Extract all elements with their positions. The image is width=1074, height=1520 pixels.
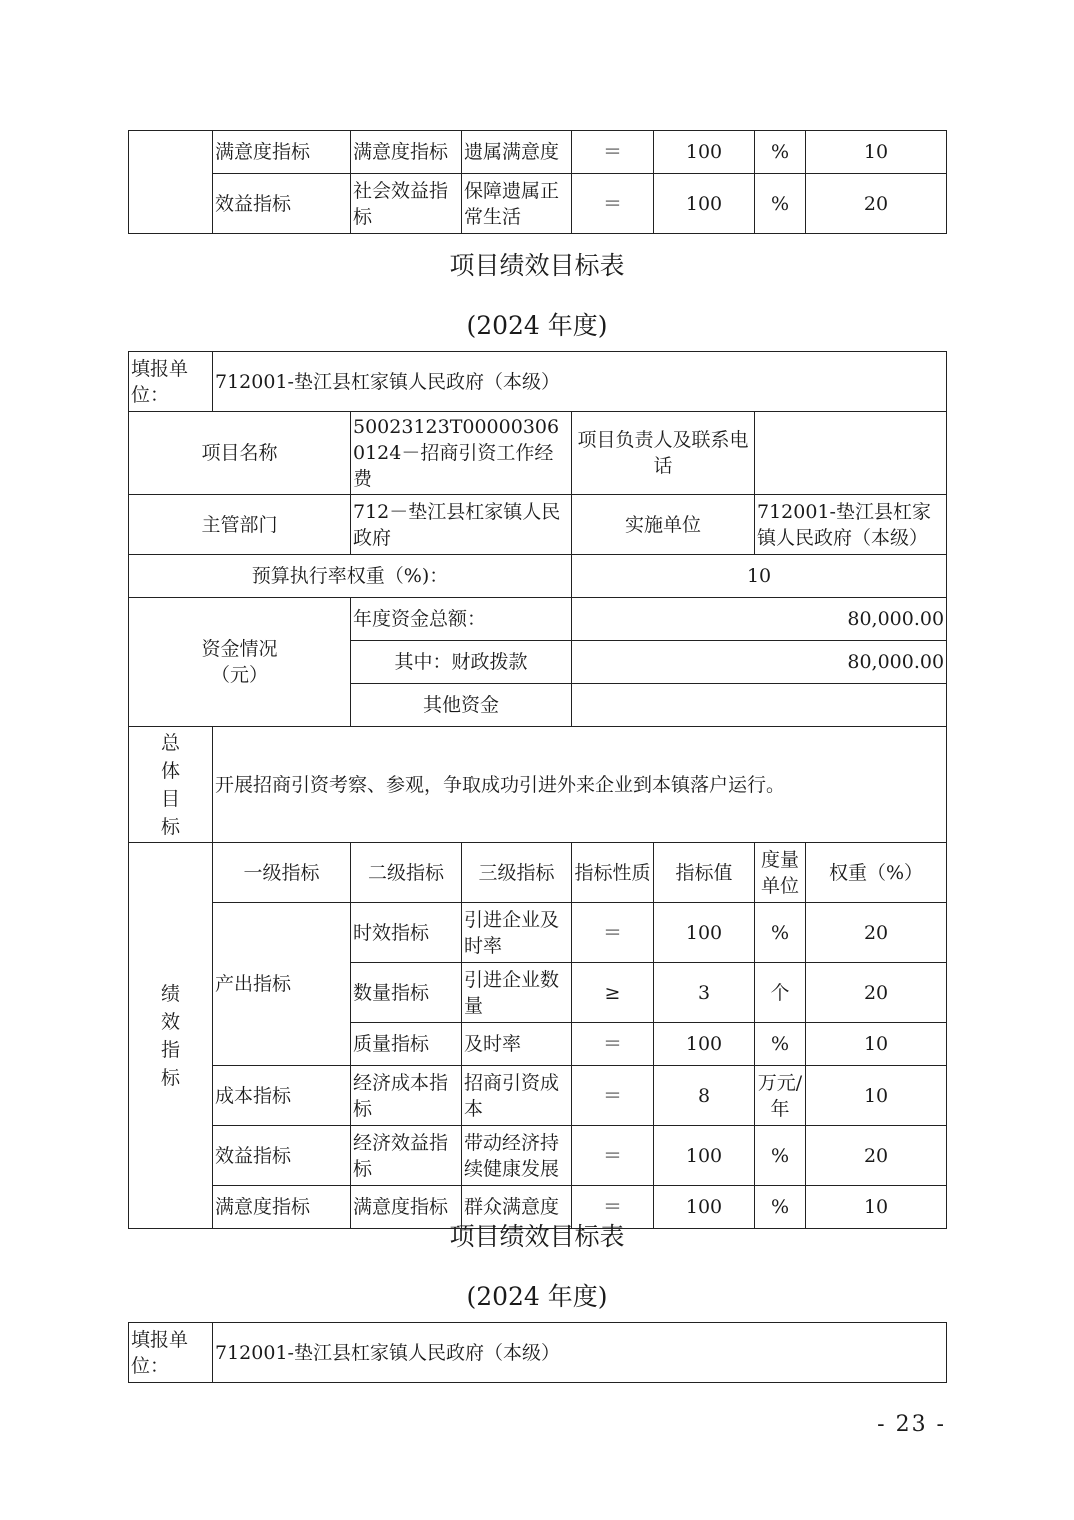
weight-cell: 10 [806, 1066, 947, 1126]
dept-value: 712－垫江县杠家镇人民政府 [351, 495, 572, 555]
header-level3: 三级指标 [462, 843, 572, 903]
budget-weight-value: 10 [572, 555, 947, 598]
table-title-2: 项目绩效目标表 [449, 1222, 625, 1251]
level2-cell: 数量指标 [351, 963, 462, 1023]
header-level1: 一级指标 [213, 843, 351, 903]
nature-cell: ＝ [572, 903, 654, 963]
value-cell: 8 [654, 1066, 755, 1126]
group-cost: 成本指标 [213, 1066, 351, 1126]
unit-value: 712001-垫江县杠家镇人民政府（本级） [213, 1323, 947, 1383]
nature-cell: ＝ [572, 1186, 654, 1229]
table-year-2: (2024 年度) [466, 1282, 608, 1311]
level1-cell: 满意度指标 [213, 131, 351, 174]
unit-cell: % [755, 131, 806, 174]
nature-cell: ＝ [572, 1066, 654, 1126]
level3-cell: 保障遗属正常生活 [462, 174, 572, 234]
nature-cell: ＝ [572, 131, 654, 174]
impl-value: 712001-垫江县杠家镇人民政府（本级） [755, 495, 947, 555]
goal-label: 总体目标 [129, 727, 213, 843]
header-nature: 指标性质 [572, 843, 654, 903]
unit-cell: 个 [755, 963, 806, 1023]
unit-cell: % [755, 1186, 806, 1229]
project-name-label: 项目名称 [129, 412, 351, 495]
level2-cell: 经济效益指标 [351, 1126, 462, 1186]
header-value: 指标值 [654, 843, 755, 903]
nature-cell: ≥ [572, 963, 654, 1023]
unit-cell: % [755, 174, 806, 234]
group-satisfaction: 满意度指标 [213, 1186, 351, 1229]
fund-other-value [572, 684, 947, 727]
value-cell: 100 [654, 174, 755, 234]
group-output: 产出指标 [213, 903, 351, 1066]
level1-cell: 效益指标 [213, 174, 351, 234]
value-cell: 3 [654, 963, 755, 1023]
fund-total-label: 年度资金总额： [351, 598, 572, 641]
level2-cell: 社会效益指标 [351, 174, 462, 234]
continued-indicator-table [128, 130, 947, 234]
weight-cell: 20 [806, 174, 947, 234]
weight-cell: 20 [806, 1126, 947, 1186]
level2-cell: 时效指标 [351, 903, 462, 963]
nature-cell: ＝ [572, 174, 654, 234]
value-cell: 100 [654, 131, 755, 174]
level3-cell: 及时率 [462, 1023, 572, 1066]
level3-cell: 引进企业数量 [462, 963, 572, 1023]
nature-cell: ＝ [572, 1023, 654, 1066]
performance-target-table [128, 351, 947, 1229]
weight-cell: 20 [806, 903, 947, 963]
weight-cell: 10 [806, 1023, 947, 1066]
fund-fiscal-value: 80,000.00 [572, 641, 947, 684]
header-unit: 度量单位 [755, 843, 806, 903]
nature-cell: ＝ [572, 1126, 654, 1186]
value-cell: 100 [654, 1186, 755, 1229]
table-title: 项目绩效目标表 [449, 251, 625, 280]
table-year: (2024 年度) [466, 311, 608, 340]
fund-total-value: 80,000.00 [572, 598, 947, 641]
fund-label: 资金情况（元） [129, 598, 351, 727]
unit-cell: % [755, 903, 806, 963]
level2-cell: 经济成本指标 [351, 1066, 462, 1126]
level3-cell: 群众满意度 [462, 1186, 572, 1229]
weight-cell: 10 [806, 131, 947, 174]
impl-label: 实施单位 [572, 495, 755, 555]
value-cell: 100 [654, 1126, 755, 1186]
contact-value [755, 412, 947, 495]
level3-cell: 引进企业及时率 [462, 903, 572, 963]
level3-cell: 带动经济持续健康发展 [462, 1126, 572, 1186]
unit-cell: 万元/年 [755, 1066, 806, 1126]
level3-cell: 遗属满意度 [462, 131, 572, 174]
weight-cell: 10 [806, 1186, 947, 1229]
level3-cell: 招商引资成本 [462, 1066, 572, 1126]
unit-label: 填报单位： [129, 352, 213, 412]
dept-label: 主管部门 [129, 495, 351, 555]
unit-cell: % [755, 1126, 806, 1186]
budget-weight-label: 预算执行率权重（%)： [129, 555, 572, 598]
unit-cell: % [755, 1023, 806, 1066]
project-name-value: 50023123T000003060124－招商引资工作经费 [351, 412, 572, 495]
header-level2: 二级指标 [351, 843, 462, 903]
fund-fiscal-label: 其中：财政拨款 [351, 641, 572, 684]
performance-target-table-2 [128, 1322, 947, 1383]
value-cell: 100 [654, 1023, 755, 1066]
unit-label: 填报单位： [129, 1323, 213, 1383]
fund-other-label: 其他资金 [351, 684, 572, 727]
group-benefit: 效益指标 [213, 1126, 351, 1186]
value-cell: 100 [654, 903, 755, 963]
level2-cell: 满意度指标 [351, 1186, 462, 1229]
page-number: - 23 - [877, 1412, 946, 1437]
level2-cell: 满意度指标 [351, 131, 462, 174]
contact-label: 项目负责人及联系电话 [572, 412, 755, 495]
perf-label: 绩效指标 [129, 843, 213, 1229]
weight-cell: 20 [806, 963, 947, 1023]
level2-cell: 质量指标 [351, 1023, 462, 1066]
goal-text: 开展招商引资考察、参观，争取成功引进外来企业到本镇落户运行。 [213, 727, 947, 843]
header-weight: 权重（%） [806, 843, 947, 903]
empty-cell [129, 131, 213, 234]
unit-value: 712001-垫江县杠家镇人民政府（本级） [213, 352, 947, 412]
